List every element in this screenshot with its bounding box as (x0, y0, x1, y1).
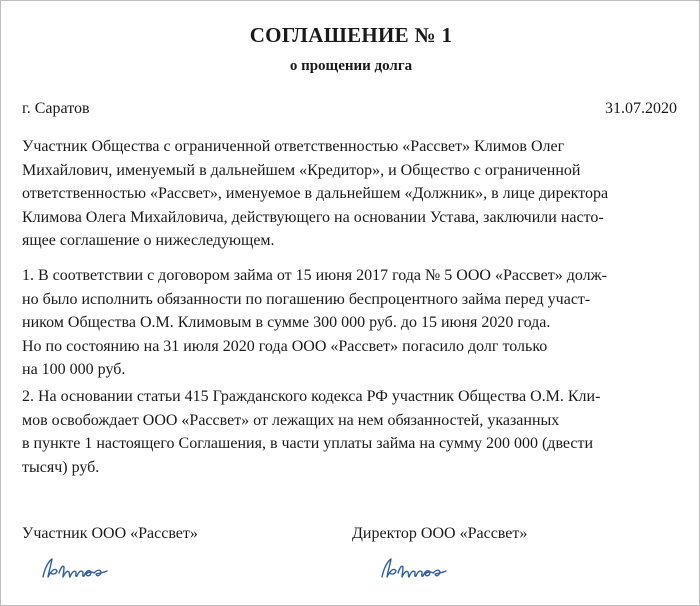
paragraph-line: тысяч) руб. (22, 458, 100, 476)
document-title: СОГЛАШЕНИЕ № 1 (249, 23, 453, 47)
paragraph-line: на 100 000 руб. (22, 361, 126, 379)
paragraph-line: ником Общества О.М. Климовым в сумме 300 000 руб. до 15 июня 2020 года. (22, 314, 551, 332)
paragraph-line: но было исполнить обязанности по погашению беспроцентного займа перед участ- (22, 290, 591, 308)
signatory-right-label: Директор ООО «Рассвет» (352, 525, 528, 542)
signatory-left-label: Участник ООО «Рассвет» (22, 525, 198, 542)
paragraph-line: Михайлович, именуемый в дальнейшем «Кредитор», и Общество с ограниченной (22, 161, 581, 179)
paragraph-line: Климова Олега Михайловича, действующего на основании Устава, заключили насто- (22, 208, 604, 226)
handwritten-signature-right (378, 553, 468, 585)
paragraph-line: Участник Общества с ограниченной ответственностью «Рассвет» Климов Олег (22, 138, 565, 155)
document-city: г. Саратов (22, 100, 90, 117)
document-date: 31.07.2020 (605, 100, 677, 117)
signature-scribble (378, 553, 468, 585)
paragraph-line: 2. На основании статьи 415 Гражданского кодекса РФ участник Общества О.М. Кли- (22, 388, 601, 405)
paragraph-line: мов освобождает ООО «Рассвет» от лежащих на нем обязанностей, указанных (22, 411, 560, 429)
paragraph-line: ответственностью «Рассвет», именуемое в дальнейшем «Должник», в лице директора (22, 185, 609, 203)
paragraph-line: ящее соглашение о нижеследующем. (22, 232, 275, 250)
clause-1-paragraph (22, 264, 682, 382)
signature-scribble (39, 553, 129, 585)
intro-paragraph (22, 135, 682, 253)
clause-2-paragraph (22, 385, 682, 479)
handwritten-signature-left (39, 553, 129, 585)
paragraph-line: 1. В соответствии с договором займа от 15 июня 2017 года № 5 ООО «Рассвет» долж- (22, 267, 607, 284)
paragraph-line: в пункте 1 настоящего Соглашения, в части уплаты займа на сумму 200 000 (двести (22, 435, 594, 453)
document-subtitle: о прощении долга (289, 58, 413, 74)
paragraph-line: Но по состоянию на 31 июля 2020 года ООО «Рассвет» погасило долг только (22, 337, 548, 355)
